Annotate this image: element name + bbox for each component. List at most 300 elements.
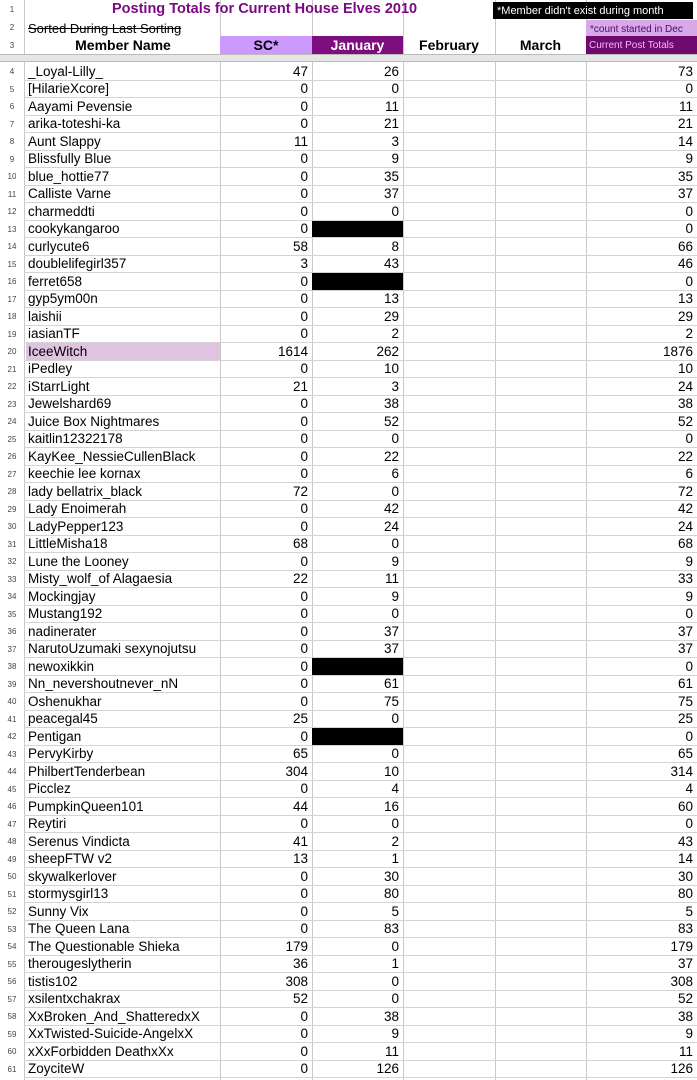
march-cell[interactable]	[495, 133, 586, 150]
january-cell[interactable]: 9	[391, 588, 399, 604]
march-cell[interactable]	[495, 851, 586, 868]
february-cell[interactable]	[403, 973, 495, 990]
header-member-name[interactable]: Member Name	[75, 37, 171, 53]
january-cell[interactable]: 24	[383, 518, 399, 534]
table-row[interactable]	[24, 921, 697, 939]
february-cell[interactable]	[403, 658, 495, 675]
member-name-cell[interactable]: Misty_wolf_of Alagaesia	[28, 571, 173, 587]
sc-cell[interactable]: 13	[292, 851, 308, 867]
march-cell[interactable]	[495, 833, 586, 850]
march-cell[interactable]	[495, 623, 586, 640]
march-cell[interactable]	[495, 903, 586, 920]
february-cell[interactable]	[403, 693, 495, 710]
march-cell[interactable]	[495, 256, 586, 273]
total-cell[interactable]: 11	[678, 1043, 693, 1059]
sc-cell[interactable]: 0	[300, 501, 308, 517]
member-name-cell[interactable]: Reytiri	[28, 816, 67, 832]
table-row[interactable]	[24, 606, 697, 624]
february-cell[interactable]	[403, 1061, 495, 1078]
total-cell[interactable]: 126	[670, 1061, 693, 1077]
total-cell[interactable]: 22	[677, 448, 693, 464]
total-cell[interactable]: 9	[685, 553, 693, 569]
total-cell[interactable]: 37	[677, 623, 693, 639]
member-name-cell[interactable]: charmeddti	[28, 203, 95, 219]
table-row[interactable]	[24, 273, 697, 291]
february-cell[interactable]	[403, 553, 495, 570]
january-cell[interactable]: 2	[391, 833, 399, 849]
total-cell[interactable]: 37	[677, 641, 693, 657]
sc-cell[interactable]: 3	[300, 256, 308, 272]
sc-cell[interactable]: 21	[292, 378, 308, 394]
header-sc[interactable]: SC*	[220, 36, 312, 54]
february-cell[interactable]	[403, 851, 495, 868]
table-row[interactable]	[24, 308, 697, 326]
total-cell[interactable]: 24	[677, 378, 693, 394]
january-cell[interactable]: 52	[383, 413, 399, 429]
january-cell[interactable]: 9	[391, 151, 399, 167]
january-cell[interactable]: 35	[383, 168, 399, 184]
total-cell[interactable]: 37	[677, 956, 693, 972]
march-cell[interactable]	[495, 956, 586, 973]
member-name-cell[interactable]: Mockingjay	[28, 588, 96, 604]
march-cell[interactable]	[495, 553, 586, 570]
march-cell[interactable]	[495, 116, 586, 133]
table-row[interactable]	[24, 116, 697, 134]
member-name-cell[interactable]: KayKee_NessieCullenBlack	[28, 448, 196, 464]
january-cell[interactable]: 21	[383, 116, 399, 132]
january-cell[interactable]: 0	[391, 973, 399, 989]
member-name-cell[interactable]: peacegal45	[28, 711, 98, 727]
february-cell[interactable]	[403, 781, 495, 798]
member-name-cell[interactable]: sheepFTW v2	[28, 851, 113, 867]
total-cell[interactable]: 24	[677, 518, 693, 534]
total-cell[interactable]: 314	[670, 763, 693, 779]
february-cell[interactable]	[403, 833, 495, 850]
total-cell[interactable]: 75	[677, 693, 693, 709]
march-cell[interactable]	[495, 746, 586, 763]
march-cell[interactable]	[495, 518, 586, 535]
february-cell[interactable]	[403, 676, 495, 693]
table-row[interactable]	[24, 991, 697, 1009]
member-name-cell[interactable]: gyp5ym00n	[28, 291, 98, 307]
february-cell[interactable]	[403, 606, 495, 623]
member-name-cell[interactable]: iStarrLight	[28, 378, 90, 394]
table-row[interactable]	[24, 1008, 697, 1026]
table-row[interactable]	[24, 413, 697, 431]
member-name-cell[interactable]: Oshenukhar	[28, 693, 102, 709]
march-cell[interactable]	[495, 588, 586, 605]
table-row[interactable]	[24, 186, 697, 204]
january-cell[interactable]: 83	[383, 921, 399, 937]
march-cell[interactable]	[495, 693, 586, 710]
february-cell[interactable]	[403, 641, 495, 658]
table-row[interactable]	[24, 886, 697, 904]
table-row[interactable]	[24, 63, 697, 81]
february-cell[interactable]	[403, 1026, 495, 1043]
total-cell[interactable]: 73	[677, 63, 693, 79]
january-cell[interactable]: 3	[391, 378, 399, 394]
february-cell[interactable]	[403, 571, 495, 588]
table-row[interactable]	[24, 781, 697, 799]
march-cell[interactable]	[495, 273, 586, 290]
sc-cell[interactable]: 304	[285, 763, 308, 779]
total-cell[interactable]: 65	[677, 746, 693, 762]
total-cell[interactable]: 83	[677, 921, 693, 937]
february-cell[interactable]	[403, 431, 495, 448]
january-cell[interactable]: 0	[391, 938, 399, 954]
total-cell[interactable]: 0	[685, 203, 693, 219]
table-row[interactable]	[24, 553, 697, 571]
sc-cell[interactable]: 0	[300, 396, 308, 412]
march-cell[interactable]	[495, 571, 586, 588]
february-cell[interactable]	[403, 886, 495, 903]
table-row[interactable]	[24, 1026, 697, 1044]
sc-cell[interactable]: 0	[300, 868, 308, 884]
member-name-cell[interactable]: XxTwisted-Suicide-AngelxX	[28, 1026, 194, 1042]
sc-cell[interactable]: 0	[300, 186, 308, 202]
table-row[interactable]	[24, 676, 697, 694]
sc-cell[interactable]: 0	[300, 676, 308, 692]
total-cell[interactable]: 2	[685, 326, 693, 342]
sc-cell[interactable]: 0	[300, 151, 308, 167]
sc-cell[interactable]: 0	[300, 641, 308, 657]
total-cell[interactable]: 46	[677, 256, 693, 272]
sc-cell[interactable]: 0	[300, 431, 308, 447]
member-name-cell[interactable]: Aayami Pevensie	[28, 98, 133, 114]
january-cell[interactable]: 38	[383, 396, 399, 412]
january-cell[interactable]: 0	[391, 81, 399, 97]
march-cell[interactable]	[495, 221, 586, 238]
march-cell[interactable]	[495, 186, 586, 203]
january-cell[interactable]: 30	[383, 868, 399, 884]
table-row[interactable]	[24, 956, 697, 974]
total-cell[interactable]: 1876	[662, 343, 693, 359]
total-cell[interactable]: 52	[677, 413, 693, 429]
table-row[interactable]	[24, 221, 697, 239]
january-cell[interactable]	[312, 273, 403, 290]
total-cell[interactable]: 38	[677, 396, 693, 412]
january-cell[interactable]	[312, 728, 403, 745]
total-cell[interactable]: 43	[677, 833, 693, 849]
sc-cell[interactable]: 1614	[277, 343, 308, 359]
table-row[interactable]	[24, 501, 697, 519]
march-cell[interactable]	[495, 343, 586, 360]
march-cell[interactable]	[495, 728, 586, 745]
sc-cell[interactable]: 179	[285, 938, 308, 954]
member-name-cell[interactable]: Juice Box Nightmares	[28, 413, 160, 429]
sc-cell[interactable]: 0	[300, 518, 308, 534]
total-cell[interactable]: 25	[677, 711, 693, 727]
march-cell[interactable]	[495, 98, 586, 115]
january-cell[interactable]: 0	[391, 746, 399, 762]
february-cell[interactable]	[403, 518, 495, 535]
january-cell[interactable]: 1	[391, 851, 399, 867]
table-row[interactable]	[24, 1061, 697, 1079]
table-row[interactable]	[24, 1043, 697, 1061]
march-cell[interactable]	[495, 168, 586, 185]
member-name-cell[interactable]: Picclez	[28, 781, 71, 797]
sc-cell[interactable]: 0	[300, 361, 308, 377]
member-name-cell[interactable]: ZoyciteW	[28, 1061, 85, 1077]
january-cell[interactable]: 0	[391, 991, 399, 1007]
total-cell[interactable]: 11	[678, 98, 693, 114]
member-name-cell[interactable]: IceeWitch	[26, 343, 220, 360]
total-cell[interactable]: 0	[685, 221, 693, 237]
january-cell[interactable]: 126	[376, 1061, 399, 1077]
member-name-cell[interactable]: iPedley	[28, 361, 73, 377]
table-row[interactable]	[24, 448, 697, 466]
sc-cell[interactable]: 0	[300, 466, 308, 482]
march-cell[interactable]	[495, 501, 586, 518]
february-cell[interactable]	[403, 186, 495, 203]
member-name-cell[interactable]: The Queen Lana	[28, 921, 130, 937]
february-cell[interactable]	[403, 798, 495, 815]
total-cell[interactable]: 0	[685, 816, 693, 832]
january-cell[interactable]: 37	[383, 186, 399, 202]
member-name-cell[interactable]: lady bellatrix_black	[28, 483, 143, 499]
january-cell[interactable]: 22	[383, 448, 399, 464]
sc-cell[interactable]: 0	[300, 273, 308, 289]
february-cell[interactable]	[403, 343, 495, 360]
february-cell[interactable]	[403, 98, 495, 115]
february-cell[interactable]	[403, 483, 495, 500]
february-cell[interactable]	[403, 903, 495, 920]
table-row[interactable]	[24, 798, 697, 816]
member-name-cell[interactable]: keechie lee kornax	[28, 466, 141, 482]
member-name-cell[interactable]: therougeslytherin	[28, 956, 132, 972]
table-row[interactable]	[24, 431, 697, 449]
total-cell[interactable]: 38	[677, 1008, 693, 1024]
march-cell[interactable]	[495, 816, 586, 833]
sc-cell[interactable]: 0	[300, 98, 308, 114]
table-row[interactable]	[24, 658, 697, 676]
january-cell[interactable]: 9	[391, 553, 399, 569]
january-cell[interactable]: 13	[383, 291, 399, 307]
january-cell[interactable]	[312, 658, 403, 675]
february-cell[interactable]	[403, 308, 495, 325]
total-cell[interactable]: 72	[677, 483, 693, 499]
january-cell[interactable]: 0	[391, 606, 399, 622]
february-cell[interactable]	[403, 238, 495, 255]
january-cell[interactable]: 262	[376, 343, 399, 359]
member-name-cell[interactable]: Lune the Looney	[28, 553, 129, 569]
table-row[interactable]	[24, 378, 697, 396]
total-cell[interactable]: 29	[677, 308, 693, 324]
table-row[interactable]	[24, 343, 697, 361]
february-cell[interactable]	[403, 466, 495, 483]
sc-cell[interactable]: 0	[300, 693, 308, 709]
sc-cell[interactable]: 308	[285, 973, 308, 989]
january-cell[interactable]: 38	[383, 1008, 399, 1024]
member-name-cell[interactable]: Sunny Vix	[28, 903, 89, 919]
january-cell[interactable]: 1	[391, 956, 399, 972]
sc-cell[interactable]: 0	[300, 886, 308, 902]
february-cell[interactable]	[403, 448, 495, 465]
total-cell[interactable]: 33	[677, 571, 693, 587]
member-name-cell[interactable]: _Loyal-Lilly_	[28, 63, 104, 79]
member-name-cell[interactable]: PhilbertTenderbean	[28, 763, 146, 779]
january-cell[interactable]: 0	[391, 536, 399, 552]
member-name-cell[interactable]: XxBroken_And_ShatteredxX	[28, 1008, 200, 1024]
total-cell[interactable]: 0	[685, 606, 693, 622]
march-cell[interactable]	[495, 973, 586, 990]
member-name-cell[interactable]: curlycute6	[28, 238, 90, 254]
sc-cell[interactable]: 0	[300, 1008, 308, 1024]
total-cell[interactable]: 10	[677, 361, 693, 377]
member-name-cell[interactable]: Serenus Vindicta	[28, 833, 130, 849]
total-cell[interactable]: 13	[677, 291, 693, 307]
february-cell[interactable]	[403, 728, 495, 745]
sc-cell[interactable]: 0	[300, 728, 308, 744]
sc-cell[interactable]: 72	[292, 483, 308, 499]
february-cell[interactable]	[403, 256, 495, 273]
total-cell[interactable]: 14	[677, 851, 693, 867]
total-cell[interactable]: 6	[685, 466, 693, 482]
january-cell[interactable]: 80	[383, 886, 399, 902]
february-cell[interactable]	[403, 151, 495, 168]
member-name-cell[interactable]: Blissfully Blue	[28, 151, 112, 167]
sc-cell[interactable]: 0	[300, 168, 308, 184]
february-cell[interactable]	[403, 956, 495, 973]
march-cell[interactable]	[495, 326, 586, 343]
february-cell[interactable]	[403, 536, 495, 553]
january-cell[interactable]: 3	[391, 133, 399, 149]
total-cell[interactable]: 5	[685, 903, 693, 919]
total-cell[interactable]: 21	[677, 116, 693, 132]
march-cell[interactable]	[495, 1061, 586, 1078]
table-row[interactable]	[24, 133, 697, 151]
february-cell[interactable]	[403, 938, 495, 955]
march-cell[interactable]	[495, 641, 586, 658]
member-name-cell[interactable]: Calliste Varne	[28, 186, 112, 202]
total-cell[interactable]: 37	[677, 186, 693, 202]
sc-cell[interactable]: 0	[300, 413, 308, 429]
table-row[interactable]	[24, 816, 697, 834]
march-cell[interactable]	[495, 606, 586, 623]
february-cell[interactable]	[403, 203, 495, 220]
february-cell[interactable]	[403, 221, 495, 238]
february-cell[interactable]	[403, 291, 495, 308]
total-cell[interactable]: 42	[677, 501, 693, 517]
january-cell[interactable]: 11	[384, 1043, 399, 1059]
table-row[interactable]	[24, 973, 697, 991]
table-row[interactable]	[24, 588, 697, 606]
header-march[interactable]: March	[519, 37, 562, 53]
total-cell[interactable]: 68	[677, 536, 693, 552]
table-row[interactable]	[24, 81, 697, 99]
sc-cell[interactable]: 22	[292, 571, 308, 587]
sc-cell[interactable]: 0	[300, 291, 308, 307]
march-cell[interactable]	[495, 431, 586, 448]
member-name-cell[interactable]: skywalkerlover	[28, 868, 117, 884]
march-cell[interactable]	[495, 991, 586, 1008]
table-row[interactable]	[24, 746, 697, 764]
february-cell[interactable]	[403, 763, 495, 780]
member-name-cell[interactable]: LittleMisha18	[28, 536, 108, 552]
sc-cell[interactable]: 0	[300, 1043, 308, 1059]
table-row[interactable]	[24, 168, 697, 186]
member-name-cell[interactable]: cookykangaroo	[28, 221, 120, 237]
january-cell[interactable]: 0	[391, 483, 399, 499]
february-cell[interactable]	[403, 116, 495, 133]
sc-cell[interactable]: 0	[300, 221, 308, 237]
sc-cell[interactable]: 25	[292, 711, 308, 727]
table-row[interactable]	[24, 203, 697, 221]
sc-cell[interactable]: 44	[292, 798, 308, 814]
member-name-cell[interactable]: PumpkinQueen101	[28, 798, 144, 814]
sc-cell[interactable]: 0	[300, 1061, 308, 1077]
sc-cell[interactable]: 0	[300, 116, 308, 132]
member-name-cell[interactable]: tistis102	[28, 973, 78, 989]
february-cell[interactable]	[403, 1043, 495, 1060]
sc-cell[interactable]: 0	[300, 816, 308, 832]
total-cell[interactable]: 60	[677, 798, 693, 814]
february-cell[interactable]	[403, 273, 495, 290]
february-cell[interactable]	[403, 413, 495, 430]
member-name-cell[interactable]: Jewelshard69	[28, 396, 112, 412]
total-cell[interactable]: 308	[670, 973, 693, 989]
january-cell[interactable]: 29	[383, 308, 399, 324]
january-cell[interactable]: 10	[383, 763, 399, 779]
table-row[interactable]	[24, 326, 697, 344]
member-name-cell[interactable]: laishii	[28, 308, 62, 324]
january-cell[interactable]: 8	[391, 238, 399, 254]
january-cell[interactable]: 42	[383, 501, 399, 517]
january-cell[interactable]: 43	[383, 256, 399, 272]
sc-cell[interactable]: 0	[300, 588, 308, 604]
total-cell[interactable]: 52	[677, 991, 693, 1007]
march-cell[interactable]	[495, 151, 586, 168]
january-cell[interactable]: 2	[391, 326, 399, 342]
march-cell[interactable]	[495, 658, 586, 675]
sc-cell[interactable]: 0	[300, 326, 308, 342]
table-row[interactable]	[24, 361, 697, 379]
february-cell[interactable]	[403, 378, 495, 395]
table-row[interactable]	[24, 851, 697, 869]
march-cell[interactable]	[495, 676, 586, 693]
member-name-cell[interactable]: stormysgirl13	[28, 886, 109, 902]
member-name-cell[interactable]: LadyPepper123	[28, 518, 124, 534]
january-cell[interactable]: 4	[391, 781, 399, 797]
sc-cell[interactable]: 0	[300, 623, 308, 639]
total-cell[interactable]: 4	[685, 781, 693, 797]
total-cell[interactable]: 0	[685, 658, 693, 674]
member-name-cell[interactable]: doublelifegirl357	[28, 256, 127, 272]
table-row[interactable]	[24, 536, 697, 554]
sc-cell[interactable]: 0	[300, 81, 308, 97]
member-name-cell[interactable]: PervyKirby	[28, 746, 94, 762]
january-cell[interactable]: 0	[391, 711, 399, 727]
header-february[interactable]: February	[419, 37, 479, 53]
february-cell[interactable]	[403, 361, 495, 378]
march-cell[interactable]	[495, 378, 586, 395]
sc-cell[interactable]: 0	[300, 308, 308, 324]
table-row[interactable]	[24, 728, 697, 746]
february-cell[interactable]	[403, 326, 495, 343]
table-row[interactable]	[24, 938, 697, 956]
table-row[interactable]	[24, 256, 697, 274]
table-row[interactable]	[24, 238, 697, 256]
march-cell[interactable]	[495, 798, 586, 815]
total-cell[interactable]: 30	[677, 868, 693, 884]
february-cell[interactable]	[403, 81, 495, 98]
march-cell[interactable]	[495, 1008, 586, 1025]
january-cell[interactable]: 9	[391, 1026, 399, 1042]
january-cell[interactable]: 37	[383, 641, 399, 657]
february-cell[interactable]	[403, 816, 495, 833]
january-cell[interactable]: 16	[383, 798, 399, 814]
sc-cell[interactable]: 0	[300, 203, 308, 219]
